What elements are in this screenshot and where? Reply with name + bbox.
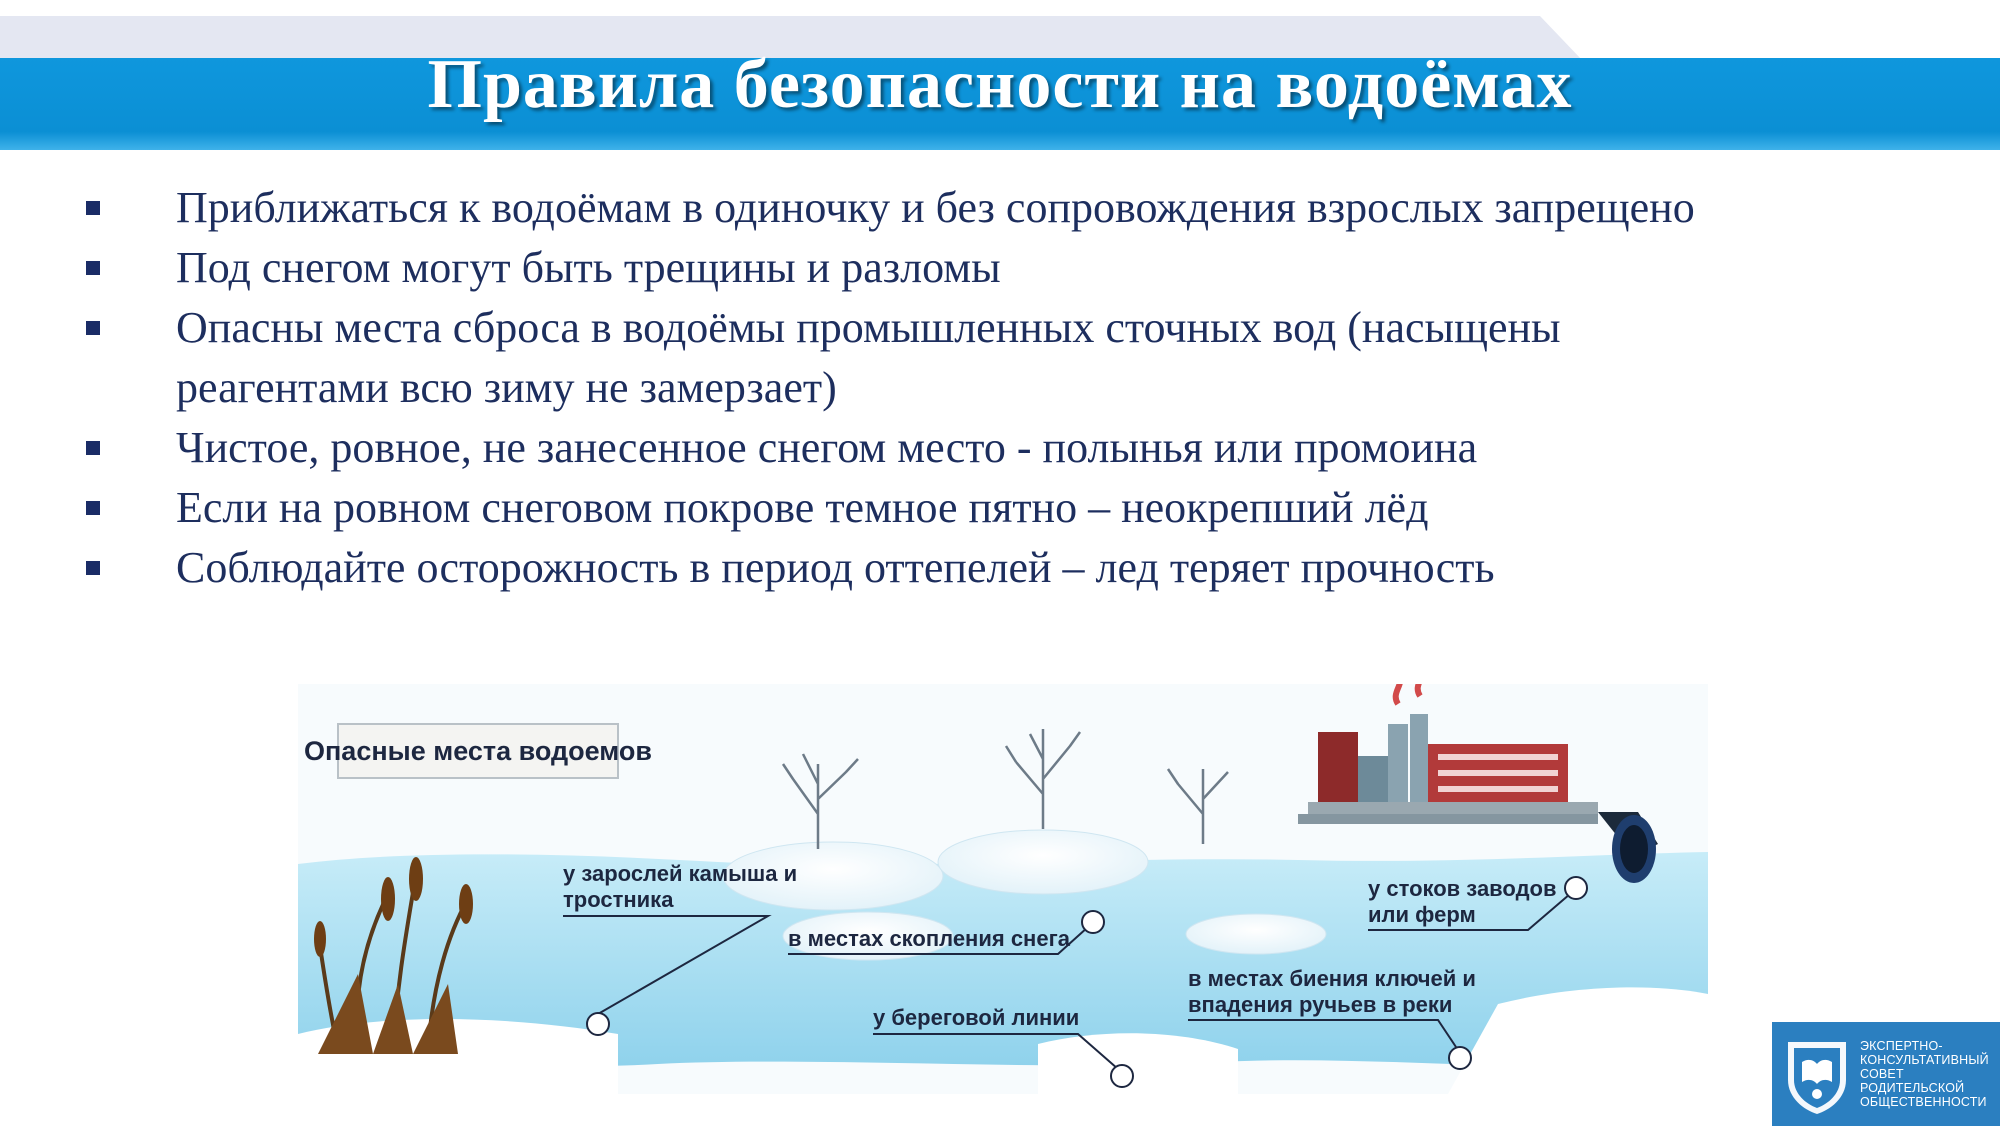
label-shore: у береговой линии <box>873 1005 1080 1030</box>
callout-dot <box>1082 911 1104 933</box>
list-item <box>80 418 1720 478</box>
logo-text-line: КОНСУЛЬТАТИВНЫЙ <box>1860 1053 1989 1067</box>
label-springs-line2: впадения ручьев в реки <box>1188 992 1453 1017</box>
shore-snow <box>1038 1033 1238 1094</box>
dangerous-places-illustration <box>298 684 1708 1094</box>
logo-text-line: РОДИТЕЛЬСКОЙ <box>1860 1081 1965 1095</box>
snow-drift <box>1186 914 1326 954</box>
organization-logo <box>1772 1022 2000 1126</box>
label-reeds-line1: у зарослей камыша и <box>563 861 798 886</box>
callout-dot <box>1565 877 1587 899</box>
list-item-text: Опасны места сброса в водоёмы промышленных сточных вод (насыщены реагентами всю зиму не замерзает) <box>176 303 1561 412</box>
label-factory-line1: у стоков заводов <box>1368 876 1557 901</box>
callout-dot <box>1449 1047 1471 1069</box>
list-item-text: Под снегом могут быть трещины и разломы <box>176 243 1001 292</box>
label-springs-line1: в местах биения ключей и <box>1188 966 1476 991</box>
logo-text-line: ОБЩЕСТВЕННОСТИ <box>1860 1095 1987 1109</box>
list-item <box>80 538 1720 598</box>
callout-dot <box>587 1013 609 1035</box>
label-reeds-line2: тростника <box>563 887 674 912</box>
square-bullet-icon <box>86 561 100 575</box>
list-item-text: Соблюдайте осторожность в период оттепелей – лед теряет прочность <box>176 543 1495 592</box>
rules-list <box>80 178 1720 598</box>
list-item-text: Приближаться к водоёмам в одиночку и без сопровождения взрослых запрещено <box>176 183 1695 232</box>
square-bullet-icon <box>86 321 100 335</box>
logo-text-line: ЭКСПЕРТНО- <box>1860 1039 1943 1053</box>
list-item <box>80 238 1720 298</box>
snow-drift <box>938 830 1148 894</box>
slide-title: Правила безопасности на водоёмах <box>427 46 1573 123</box>
list-item-text: Чистое, ровное, не занесенное снегом место - полынья или промоина <box>176 423 1478 472</box>
figure-heading: Опасные места водоемов <box>304 736 652 766</box>
list-item <box>80 178 1720 238</box>
label-snow: в местах скопления снега <box>788 926 1070 951</box>
label-factory-line2: или ферм <box>1368 902 1476 927</box>
square-bullet-icon <box>86 261 100 275</box>
callout-dot <box>1111 1065 1133 1087</box>
square-bullet-icon <box>86 201 100 215</box>
list-item <box>80 478 1720 538</box>
book-shield-emblem-icon <box>1780 1032 1854 1116</box>
square-bullet-icon <box>86 441 100 455</box>
logo-text-line: СОВЕТ <box>1860 1067 1904 1081</box>
logo-text <box>1860 1039 1989 1109</box>
list-item-text: Если на ровном снеговом покрове темное пятно – неокрепший лёд <box>176 483 1429 532</box>
list-item <box>80 298 1720 418</box>
square-bullet-icon <box>86 501 100 515</box>
